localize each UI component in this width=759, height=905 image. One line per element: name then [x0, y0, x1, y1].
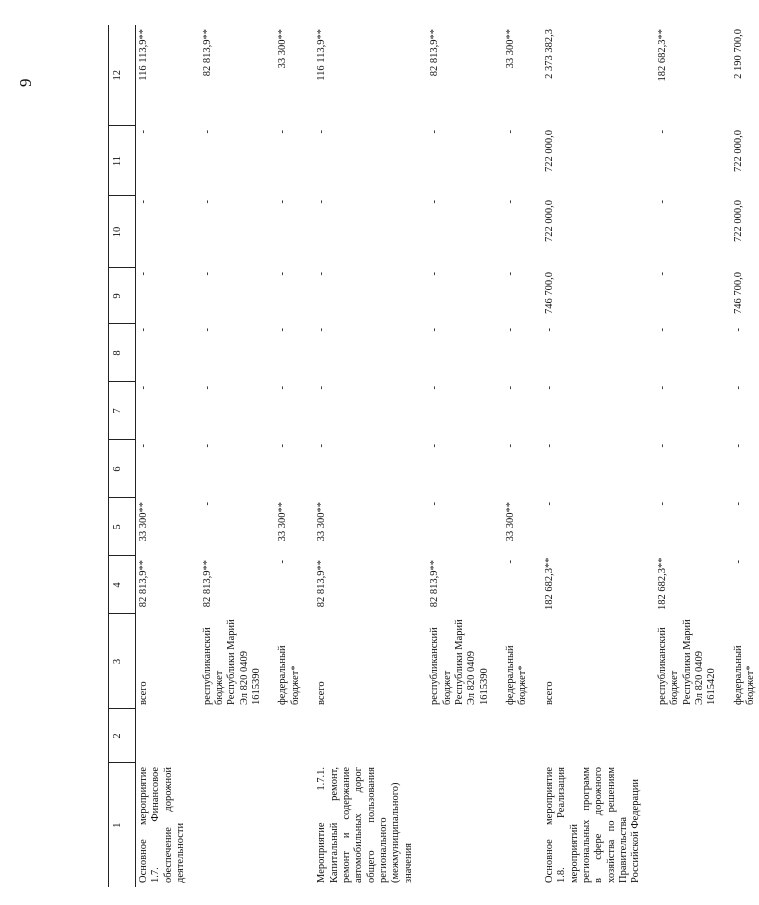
- executor-cell: [136, 709, 190, 763]
- table-row: [645, 25, 721, 887]
- column-header: 5: [109, 498, 136, 556]
- funding-source-cell: всего: [316, 681, 328, 705]
- measure-name-cell: [190, 763, 266, 887]
- value-cell: 82 813,9**: [201, 560, 213, 608]
- value-cell: -: [277, 130, 289, 134]
- measure-name-cell: [493, 763, 532, 887]
- value-cell: -: [732, 560, 744, 564]
- value-cell: -: [316, 328, 328, 332]
- value-cell: 82 813,9**: [316, 560, 328, 608]
- value-cell: -: [656, 200, 668, 204]
- value-cell: -: [277, 386, 289, 390]
- value-cell: -: [277, 200, 289, 204]
- executor-cell: [532, 709, 645, 763]
- measure-name-cell: [417, 763, 493, 887]
- table-row: [190, 25, 266, 887]
- value-cell: -: [429, 444, 441, 448]
- value-cell: -: [201, 444, 213, 448]
- value-cell: -: [505, 560, 516, 564]
- value-cell: -: [201, 200, 213, 204]
- executor-cell: [493, 709, 532, 763]
- value-cell: -: [732, 386, 744, 390]
- value-cell: -: [138, 444, 149, 448]
- value-cell: -: [732, 502, 744, 506]
- value-cell: -: [138, 272, 149, 276]
- value-cell: -: [429, 386, 441, 390]
- value-cell: -: [656, 328, 668, 332]
- value-cell: 33 300**: [505, 502, 516, 542]
- value-cell: -: [277, 560, 289, 564]
- value-cell: -: [543, 328, 555, 332]
- value-cell: 2 190 700,0: [732, 29, 744, 79]
- value-cell: -: [201, 386, 213, 390]
- value-cell: -: [316, 386, 328, 390]
- value-cell: -: [138, 386, 149, 390]
- measure-name-cell: [721, 763, 759, 887]
- value-cell: 33 300**: [277, 502, 289, 542]
- table-header-row: [109, 25, 136, 887]
- value-cell: -: [656, 130, 668, 134]
- measure-name-cell: [645, 763, 721, 887]
- funding-source-cell: всего: [543, 681, 555, 705]
- value-cell: 722 000,0: [543, 200, 555, 242]
- value-cell: -: [138, 328, 149, 332]
- executor-cell: [265, 709, 304, 763]
- value-cell: -: [201, 130, 213, 134]
- value-cell: 722 000,0: [732, 130, 744, 172]
- column-header: 8: [109, 324, 136, 382]
- value-cell: -: [656, 444, 668, 448]
- executor-cell: [721, 709, 759, 763]
- value-cell: 182 682,3**: [543, 557, 555, 610]
- value-cell: -: [656, 386, 668, 390]
- table-row: [265, 25, 304, 887]
- value-cell: 182 682,3**: [656, 557, 668, 610]
- value-cell: -: [656, 272, 668, 276]
- value-cell: -: [732, 444, 744, 448]
- value-cell: -: [201, 328, 213, 332]
- value-cell: -: [543, 444, 555, 448]
- table-row: [304, 25, 417, 887]
- value-cell: -: [429, 200, 441, 204]
- value-cell: -: [201, 502, 213, 506]
- measure-name-cell: Мероприятие 1.7.1. Капитальный ремонт, ремонт и содержание автомобильных дорог общего пользования регионального (межмуниципального) значения: [316, 767, 414, 883]
- value-cell: -: [543, 386, 555, 390]
- executor-cell: [417, 709, 493, 763]
- value-cell: 116 113,9**: [316, 29, 328, 81]
- value-cell: -: [505, 444, 516, 448]
- funding-source-cell: всего: [138, 681, 149, 705]
- funding-source-cell: республиканский бюджет Республики Марий Эл 820 0409 1615390: [429, 619, 490, 705]
- column-header: 1: [109, 763, 136, 887]
- table-body: [136, 25, 759, 887]
- column-header: 3: [109, 614, 136, 709]
- value-cell: -: [201, 272, 213, 276]
- value-cell: 33 300**: [277, 29, 289, 69]
- table-row: [417, 25, 493, 887]
- value-cell: -: [429, 328, 441, 332]
- value-cell: -: [732, 328, 744, 332]
- value-cell: 746 700,0: [732, 272, 744, 314]
- measure-name-cell: Основное мероприятие 1.8. Реализация мероприятий региональных программ в сфере дорожного хозяйства по решениям Правительства Российской Федерации: [543, 767, 642, 883]
- value-cell: -: [429, 502, 441, 506]
- column-header: 11: [109, 126, 136, 196]
- value-cell: -: [505, 328, 516, 332]
- column-header: 12: [109, 25, 136, 126]
- value-cell: -: [316, 272, 328, 276]
- value-cell: 33 300**: [138, 502, 149, 542]
- funding-source-cell: республиканский бюджет Республики Марий Эл 820 0409 1615420: [656, 619, 718, 705]
- value-cell: 82 813,9**: [429, 560, 441, 608]
- value-cell: 722 000,0: [732, 200, 744, 242]
- value-cell: -: [138, 200, 149, 204]
- value-cell: 116 113,9**: [138, 29, 149, 81]
- value-cell: 33 300**: [505, 29, 516, 69]
- column-header: 9: [109, 268, 136, 324]
- column-header: 7: [109, 382, 136, 440]
- column-header: 10: [109, 196, 136, 268]
- value-cell: -: [316, 444, 328, 448]
- value-cell: 82 813,9**: [138, 560, 149, 608]
- column-header: 2: [109, 709, 136, 763]
- executor-cell: [190, 709, 266, 763]
- value-cell: -: [429, 272, 441, 276]
- value-cell: -: [316, 130, 328, 134]
- value-cell: -: [543, 502, 555, 506]
- budget-table: [108, 25, 759, 887]
- value-cell: -: [277, 272, 289, 276]
- executor-cell: [304, 709, 417, 763]
- value-cell: -: [656, 502, 668, 506]
- table-row: [493, 25, 532, 887]
- value-cell: -: [277, 328, 289, 332]
- value-cell: -: [429, 130, 441, 134]
- executor-cell: [645, 709, 721, 763]
- column-header: 6: [109, 440, 136, 498]
- value-cell: 33 300**: [316, 502, 328, 542]
- value-cell: 722 000,0: [543, 130, 555, 172]
- funding-source-cell: федеральный бюджет*: [732, 645, 756, 705]
- value-cell: 82 813,9**: [201, 29, 213, 77]
- value-cell: -: [505, 386, 516, 390]
- value-cell: -: [277, 444, 289, 448]
- value-cell: -: [316, 200, 328, 204]
- measure-name-cell: Основное мероприятие 1.7. Финансовое обеспечение дорожной деятельности: [138, 767, 187, 883]
- measure-name-cell: [265, 763, 304, 887]
- value-cell: -: [505, 130, 516, 134]
- table-row: [136, 25, 190, 887]
- funding-source-cell: республиканский бюджет Республики Марий Эл 820 0409 1615390: [201, 619, 262, 705]
- value-cell: 182 682,3**: [656, 29, 668, 82]
- table-row: [532, 25, 645, 887]
- funding-source-cell: федеральный бюджет*: [277, 645, 301, 705]
- table-row: [721, 25, 759, 887]
- value-cell: -: [505, 272, 516, 276]
- column-header: 4: [109, 556, 136, 614]
- value-cell: -: [138, 130, 149, 134]
- page-number: 9: [16, 78, 35, 87]
- value-cell: 746 700,0: [543, 272, 555, 314]
- value-cell: -: [505, 200, 516, 204]
- value-cell: 2 373 382,3: [543, 29, 555, 79]
- value-cell: 82 813,9**: [429, 29, 441, 77]
- funding-source-cell: федеральный бюджет*: [505, 645, 529, 705]
